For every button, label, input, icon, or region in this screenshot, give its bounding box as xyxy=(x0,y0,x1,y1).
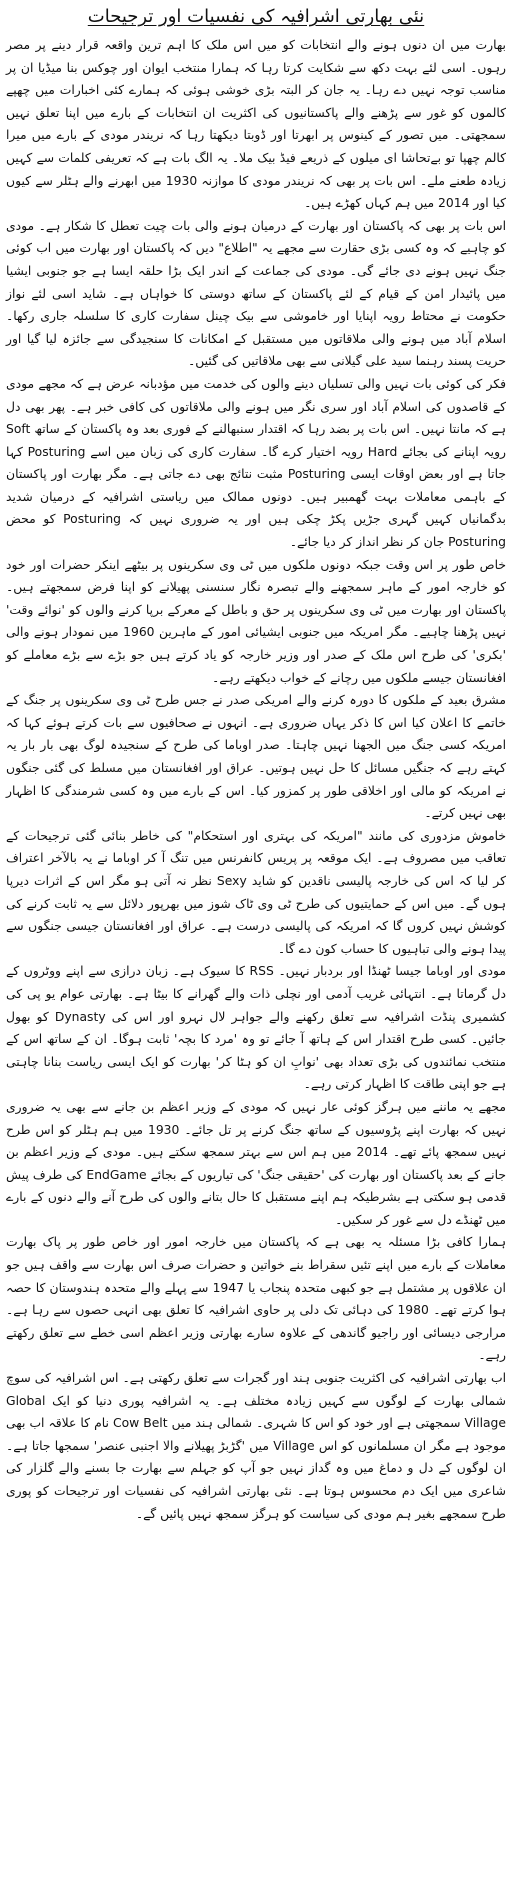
paragraph: فکر کی کوئی بات نہیں والی تسلیاں دینے والوں کی خدمت میں مؤدبانہ عرض ہے کہ مجھے مودی کے قاصدوں کی اسلام آباد اور سری نگر میں ہونے والی ملاقاتوں کی کافی خبر ہے۔ پھر بھی دل ہے کہ مانتا نہیں۔ اس بات پر بضد رہا کہ اقتدار سنبھالنے کے فوری بعد وہ پاکستان کے ساتھ Soft رویہ اپنانے کی بجائے Hard رویہ اختیار کرے گا۔ سفارت کاری کی زبان میں اسے Posturing کہا جاتا ہے اور بعض اوقات ایسی Posturing مثبت نتائج بھی دے جاتی ہے۔ مگر بھارت اور پاکستان کے باہمی معاملات بہت گھمبیر ہیں۔ دونوں ممالک میں ریاستی اشرافیہ کے درمیان شدید بدگمانیاں کہیں گہری جڑیں پکڑ چکی ہیں اور یہ ضروری نہیں کہ Posturing کو محض Posturing جان کر نظر انداز کر دیا جائے۔ xyxy=(6,376,507,550)
paragraph: اب بھارتی اشرافیہ کی اکثریت جنوبی ہند اور گجرات سے تعلق رکھتی ہے۔ اس اشرافیہ کی سوچ شمالی بھارت کے لوگوں سے کہیں زیادہ مختلف ہے۔ یہ اشرافیہ پوری دنیا کو ایک Global Village سمجھتی ہے اور خود کو اس کا شہری۔ شمالی ہند میں Cow Belt نام کا علاقہ اب بھی موجود ہے مگر ان مسلمانوں کو اس Village میں 'گڑبڑ پھیلانے والا اجنبی عنصر' سمجھا جاتا ہے۔ ان لوگوں کے دل و دماغ میں وہ گداز نہیں جو آپ کو جہلم سے بھارت جا بسنے والے گلزار کی شاعری میں ایک دم محسوس ہوتا ہے۔ نئی بھارتی اشرافیہ کی نفسیات اور ترجیحات کو پوری طرح سمجھے بغیر ہم مودی کی سیاست کو ہرگز سمجھ نہیں پائیں گے۔ xyxy=(6,1371,506,1521)
paragraph: مودی اور اوباما جیسا ٹھنڈا اور بردبار نہیں۔ RSS کا سیوک ہے۔ زبان درازی سے اپنے ووٹروں کے دل گرماتا ہے۔ انتہائی غریب آدمی اور نچلی ذات والے گھرانے کا بیٹا ہے۔ بھارتی عوام یو پی کی کشمیری پنڈت اشرافیہ سے تعلق رکھنے والے جواہر لال نہرو اور اس کی Dynasty کو بھول جائیں۔ کسی طرح اقتدار اس کے ہاتھ آ جائے تو وہ 'مرد کا بچہ' ثابت ہوگا۔ ان کے ساتھ اس کے منتخب نمائندوں کی بڑی تعداد بھی 'نوابِ ان کو ہٹا کر' بھارت کو ایک ایسی ریاست بنانا چاہتی ہے جو اپنی طاقت کا اظہار کرتی رہے۔ xyxy=(6,964,506,1092)
paragraph: خاص طور پر اس وقت جبکہ دونوں ملکوں میں ٹی وی سکرینوں پر بیٹھے اینکر حضرات اور خود کو خارجہ امور کے ماہر سمجھنے والے تبصرہ نگار سنسنی پھیلانے کو اپنا فرض سمجھتے ہیں۔ پاکستان اور بھارت میں ٹی وی سکرینوں پر حق و باطل کے معرکے برپا کرنے والوں کو 'نوائے وقت' نہیں پڑھنا چاہیے۔ مگر امریکہ میں جنوبی ایشیائی امور کے ماہرین 1960 میں نمودار ہونے والی 'بکری' کی طرح اس ملک کے صدر اور وزیر خارجہ کو یاد کرتے ہیں جو بڑے سے بڑے معاملے کو افغانستان جیسے ملکوں میں رچانے کے خواب دیکھتے رہے۔ xyxy=(6,557,506,685)
paragraph: مجھے یہ ماننے میں ہرگز کوئی عار نہیں کہ مودی کے وزیر اعظم بن جانے سے بھی یہ ضروری نہیں کہ بھارت اپنے پڑوسیوں کے ساتھ جنگ کرنے پر تل جائے۔ 1930 میں ہم ہٹلر کو اس طرح نہیں سمجھ پائے تھے۔ 2014 میں ہم اس سے بہتر سمجھ سکتے ہیں۔ مودی کے وزیر اعظم بن جانے کے بعد پاکستان اور بھارت کی 'حقیقی جنگ' کی تیاریوں کے بجائے EndGame کی طرف پیش قدمی ہو سکتی ہے بشرطیکہ ہم اپنے مستقبل کا حال بتانے والوں کی طرح آنے والے دنوں کے بارے میں ٹھنڈے دل سے غور کر سکیں۔ xyxy=(6,1099,507,1227)
paragraph: مشرق بعید کے ملکوں کا دورہ کرنے والے امریکی صدر نے جس طرح ٹی وی سکرینوں پر جنگ کے خاتمے کا اعلان کیا اس کا ذکر یہاں ضروری ہے۔ انہوں نے صحافیوں سے بات کرتے ہوئے کہا کہ امریکہ کسی جنگ میں الجھنا نہیں چاہتا۔ صدر اوباما کی طرح کے سنجیدہ لوگ بھی بار بار یہ کہتے رہے کہ جنگیں مسائل کا حل نہیں ہوتیں۔ عراق اور افغانستان میں مسلط کی گئی جنگوں نے امریکہ کو مالی اور اخلاقی طور پر کمزور کیا۔ اس کے بارے میں وہ کسی شرمندگی کا اظہار بھی نہیں کرتے۔ xyxy=(6,693,506,821)
article-body xyxy=(6,34,506,1525)
paragraph: بھارت میں ان دنوں ہونے والے انتخابات کو میں اس ملک کا اہم ترین واقعہ قرار دینے پر مصر رہوں۔ اسی لئے بہت دکھ سے شکایت کرتا رہا کہ ہمارا منتخب ایوان اور چوکس بنا میڈیا ان پر مناسب توجہ نہیں دے رہا۔ یہ جان کر البتہ بڑی خوشی ہوئی کہ ہمارے کئی اخبارات میں چھپے کالموں کو غور سے پڑھنے والے پاکستانیوں کی اکثریت ان انتخابات کے بارے میں اپنا تعلق نہیں سمجھتی۔ میں تصور کے کینوس پر ابھرتا اور ڈوبتا دیکھتا رہا کہ نریندر مودی کے بارے میں میرا کالم چھپا تو بےتحاشا ای میلوں کے ذریعے فیڈ بیک ملا۔ یہ الگ بات ہے کہ تعریفی کلمات سے کہیں زیادہ طعنے ملے۔ اس بات پر بھی کہ نریندر مودی کا موازنہ 1930 میں ابھرنے والے ہٹلر سے کیوں کیا اور 2014 میں ہم کہاں کھڑے ہیں۔ xyxy=(6,38,506,211)
article-headline: نئی بھارتی اشرافیہ کی نفسیات اور ترجیحات xyxy=(87,6,425,27)
paragraph: خاموش مزدوری کی مانند "امریکہ کی بہتری اور استحکام" کی خاطر بنائی گئی ترجیحات کے تعاقب میں مصروف ہے۔ ایک موقعہ پر پریس کانفرنس میں تنگ آ کر اوباما نے یہ بالآخر اعتراف کر لیا کہ اس کی خارجہ پالیسی ناقدین کو شاید Sexy نظر نہ آتی ہو مگر اس کے اثرات دیرپا ہوں گے۔ میں اس کے حمایتیوں کی طرح ٹی وی ٹاک شوز میں بھرپور دلائل سے یہ ثابت کرنے کی کوشش نہیں کروں گا کہ امریکہ کی پالیسی درست ہے۔ عراق اور افغانستان جیسی جنگوں سے پیدا ہونے والی تباہیوں کا حساب کون دے گا۔ xyxy=(6,828,506,956)
paragraph: ہمارا کافی بڑا مسئلہ یہ بھی ہے کہ پاکستان میں خارجہ امور اور خاص طور پر پاک بھارت معاملات کے بارے میں اپنے تئیں سقراط بنے خواتین و حضرات صرف اس بھارت سے واقف ہیں جو ان علاقوں پر مشتمل ہے جو کبھی متحدہ پنجاب یا 1947 سے پہلے والے متحدہ ہندوستان کا حصہ ہوا کرتے تھے۔ 1980 کی دہائی تک دلی پر حاوی اشرافیہ کا تعلق بھی انہی حصوں سے رہا ہے۔ مرارجی دیسائی اور راجیو گاندھی کے علاوہ سارے بھارتی وزیر اعظم اسی خطے سے تعلق رکھتے رہے۔ xyxy=(6,1235,506,1363)
paragraph: اس بات پر بھی کہ پاکستان اور بھارت کے درمیان ہونے والی بات چیت تعطل کا شکار ہے۔ مودی کو چاہیے کہ وہ کسی بڑی حقارت سے مجھے یہ "اطلاع" دیں کہ پاکستان اور بھارت میں اب کوئی جنگ نہیں ہونے دی جائے گی۔ مودی کی جماعت کے اندر ایک بڑا حلقہ ایسا ہے جو جنوبی ایشیا میں پائیدار امن کے قیام کے لئے پاکستان کے ساتھ دوستی کا خواہاں ہے۔ شاید اسی لئے نواز حکومت نے محتاط رویہ اپنایا اور خاموشی سے بیک چینل سفارت کاری کا سلسلہ جاری رکھا۔ اسلام آباد میں ہونے والی ملاقاتوں میں مستقبل کے امکانات کا سنجیدگی سے جائزہ لیا گیا اور حریت پسند رہنما سید علی گیلانی سے بھی ملاقاتیں کی گئیں۔ xyxy=(6,218,506,369)
